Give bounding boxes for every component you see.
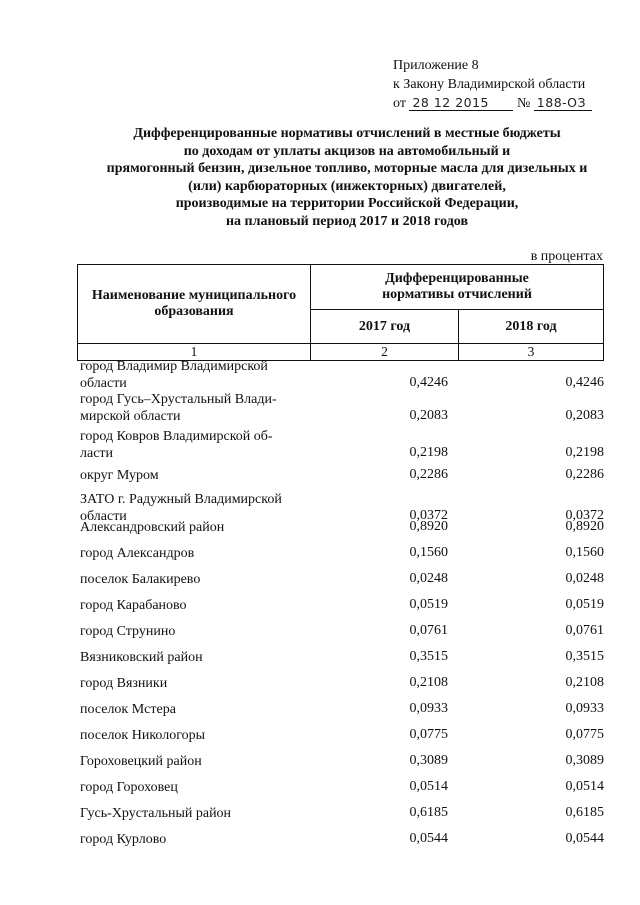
municipality-name-line: мирской области <box>80 409 181 424</box>
municipality-name-line: город Курлово <box>80 832 167 847</box>
value-2017: 0,4246 <box>409 375 448 390</box>
appendix-header <box>393 56 633 113</box>
municipality-name-line: ЗАТО г. Радужный Владимирской <box>80 492 282 507</box>
column-number-2: 2 <box>311 344 459 361</box>
value-2018: 0,2198 <box>565 445 604 460</box>
value-2017: 0,0761 <box>409 623 448 638</box>
value-2018: 0,2108 <box>565 675 604 690</box>
municipality-name <box>80 358 315 392</box>
value-2017: 0,0514 <box>409 779 448 794</box>
municipality-name <box>80 727 315 744</box>
municipality-name <box>80 391 315 425</box>
value-2017: 0,0775 <box>409 727 448 742</box>
value-2018: 0,0761 <box>565 623 604 638</box>
municipality-name <box>80 519 315 536</box>
value-2018: 0,0933 <box>565 701 604 716</box>
value-2017: 0,0248 <box>409 571 448 586</box>
value-2017: 0,2198 <box>409 445 448 460</box>
value-2018: 0,0544 <box>565 831 604 846</box>
municipality-name-line: области <box>80 376 127 391</box>
title-line: на плановый период 2017 и 2018 годов <box>225 213 469 229</box>
value-2018: 0,3089 <box>565 753 604 768</box>
document-title <box>82 125 612 231</box>
title-line: Дифференцированные нормативы отчислений в местные бюджеты <box>133 126 561 141</box>
municipality-name-line: Вязниковский район <box>80 650 203 665</box>
value-2017: 0,3089 <box>409 753 448 768</box>
column-number-1: 1 <box>78 344 311 361</box>
municipality-name-line: поселок Балакирево <box>80 572 201 587</box>
number-label: № <box>516 96 531 111</box>
municipality-name-line: город Гусь–Хрустальный Влади- <box>80 392 277 407</box>
municipality-name <box>80 428 315 462</box>
value-2018: 0,0775 <box>565 727 604 742</box>
municipality-name <box>80 597 315 614</box>
value-2017: 0,3515 <box>409 649 448 664</box>
value-2018: 0,3515 <box>565 649 604 664</box>
value-2018: 0,8920 <box>565 519 604 534</box>
appendix-date-line <box>393 94 633 113</box>
municipality-name-line: ласти <box>80 446 114 461</box>
units-label: в процентах <box>530 249 603 264</box>
value-2017: 0,0933 <box>409 701 448 716</box>
column-header-name: Наименование муниципального образования <box>78 265 311 344</box>
municipality-name <box>80 571 315 588</box>
law-date: 28 12 2015 <box>409 96 513 111</box>
municipality-name <box>80 675 315 692</box>
municipality-name-line: город Александров <box>80 546 195 561</box>
value-2018: 0,2286 <box>565 467 604 482</box>
table-header <box>77 264 603 361</box>
appendix-law-reference: к Закону Владимирской области <box>393 77 586 92</box>
municipality-name <box>80 805 315 822</box>
value-2018: 0,6185 <box>565 805 604 820</box>
value-2018: 0,4246 <box>565 375 604 390</box>
law-number: 188-ОЗ <box>534 96 592 111</box>
value-2018: 0,0372 <box>565 508 604 523</box>
value-2018: 0,0248 <box>565 571 604 586</box>
from-label: от <box>393 96 406 111</box>
municipality-name-line: Александровский район <box>80 520 225 535</box>
municipality-name <box>80 467 315 484</box>
title-line: по доходам от уплаты акцизов на автомобильный и <box>183 143 511 159</box>
value-2017: 0,2286 <box>409 467 448 482</box>
municipality-name-line: город Ковров Владимирской об- <box>80 429 273 444</box>
column-header-group: Дифференцированные нормативы отчислений <box>311 265 604 310</box>
municipality-name-line: Гороховецкий район <box>80 754 202 769</box>
value-2017: 0,6185 <box>409 805 448 820</box>
column-header-2017: 2017 год <box>311 310 459 344</box>
value-2018: 0,0514 <box>565 779 604 794</box>
municipality-name <box>80 649 315 666</box>
municipality-name <box>80 831 315 848</box>
municipality-name <box>80 753 315 770</box>
municipality-name-line: город Гороховец <box>80 780 178 795</box>
value-2018: 0,2083 <box>565 408 604 423</box>
municipality-name-line: округ Муром <box>80 468 159 483</box>
value-2017: 0,2083 <box>409 408 448 423</box>
value-2017: 0,0544 <box>409 831 448 846</box>
municipality-name-line: город Владимир Владимирской <box>80 359 268 374</box>
municipality-name-line: город Струнино <box>80 624 176 639</box>
municipality-name <box>80 701 315 718</box>
municipality-name-line: поселок Мстера <box>80 702 176 717</box>
value-2018: 0,1560 <box>565 545 604 560</box>
municipality-name <box>80 623 315 640</box>
appendix-number: Приложение 8 <box>393 58 479 73</box>
value-2017: 0,0372 <box>409 508 448 523</box>
title-line: прямогонный бензин, дизельное топливо, моторные масла для дизельных и <box>106 161 588 177</box>
value-2017: 0,8920 <box>409 519 448 534</box>
column-header-2018: 2018 год <box>459 310 604 344</box>
title-line: производимые на территории Российской Федерации, <box>175 196 519 212</box>
title-line: (или) карбюраторных (инжекторных) двигателей, <box>188 178 506 194</box>
value-2017: 0,1560 <box>409 545 448 560</box>
municipality-name <box>80 545 315 562</box>
municipality-name-line: поселок Никологоры <box>80 728 206 743</box>
value-2018: 0,0519 <box>565 597 604 612</box>
column-number-3: 3 <box>459 344 604 361</box>
value-2017: 0,0519 <box>409 597 448 612</box>
municipality-name <box>80 779 315 796</box>
municipality-name-line: Гусь-Хрустальный район <box>80 806 232 821</box>
municipality-name-line: город Карабаново <box>80 598 187 613</box>
value-2017: 0,2108 <box>409 675 448 690</box>
municipality-name-line: области <box>80 509 127 524</box>
municipality-name-line: город Вязники <box>80 676 168 691</box>
